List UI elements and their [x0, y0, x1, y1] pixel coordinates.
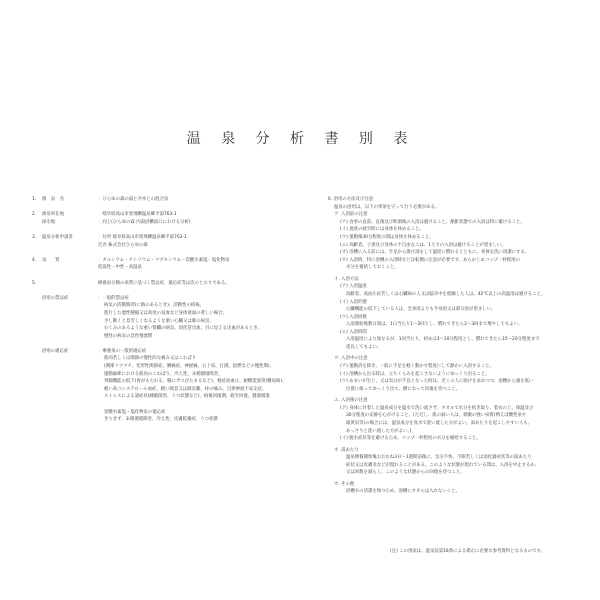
footnote: (注) この別表は、温泉法第18条による掲示に必要な参考資料となるものです。	[390, 549, 545, 554]
usage-line	[328, 234, 594, 242]
usage-line-text: 延長してもよい。	[346, 345, 382, 351]
contraindication-line	[32, 325, 310, 333]
usage-line-text: (エ) 高齢者、子供及び身体の不自由な人は、1人での入浴は避けることが望ましい。	[340, 242, 506, 248]
usage-section-heading	[328, 447, 594, 455]
usage-line	[328, 378, 594, 386]
spec-label: 源泉所在地	[42, 212, 64, 218]
usage-section-heading-text: カ. その他	[334, 481, 355, 487]
indication-line	[32, 371, 310, 379]
usage-intro	[328, 204, 594, 212]
usage-section-heading	[328, 481, 594, 489]
usage-line-text: (ウ) めまいが生じ、又は気分が不良となった時は、近くの人に助けを求めつつ、浴槽から頭を低い	[340, 379, 534, 385]
specific-indication-line	[32, 416, 310, 424]
spec-row	[32, 264, 310, 272]
usage-section-heading-text: イ. 入浴方法	[334, 276, 359, 282]
usage-line-text: あっさりと洗い流した方がよい。)	[346, 428, 412, 434]
usage-line-text: (ウ) 入浴回数	[340, 314, 367, 320]
usage-line	[328, 412, 594, 420]
spec-label: 源 泉 名	[42, 197, 64, 202]
usage-line	[328, 371, 594, 379]
usage-line-text: (ア) 身体に付着した温泉成分を温水で洗い流さず、タオルで水分を拭き取り、着衣の上、保温及び	[340, 405, 534, 411]
specific-indication-text: きりきず、末梢循環障害、冷え性、皮膚乾燥症、うつ状態	[104, 417, 218, 423]
usage-line-text: (エ) 入浴時間	[340, 329, 367, 335]
contraindication-text: 病気の活動期(特に熱のあるとき)、活動性の結核、	[104, 303, 205, 309]
usage-section-heading	[328, 355, 594, 363]
spec-value: ：カルシウム・ナトリウム・マグネシウム－炭酸水素塩・塩化物泉	[98, 257, 230, 263]
spec-row	[32, 211, 310, 219]
spec-label: 温泉分析申請者	[42, 234, 73, 240]
spec-value: ：同上(ひらゆの森 内湯浴槽湯口における分析)	[98, 219, 191, 225]
usage-line-text: 水分を補給しておくこと。	[346, 265, 399, 271]
usage-line	[328, 405, 594, 413]
usage-line-text: 入浴開始後数日間は、1日当たり1～2回とし、慣れてきたら2～3回まで増やしてもよい。	[346, 322, 523, 328]
usage-intro-text: 温泉の浴用は、以下の事項を守って行う必要がある。	[334, 204, 440, 210]
usage-line	[328, 454, 594, 462]
usage-line	[328, 462, 594, 470]
spec-number: 5.	[32, 280, 37, 286]
contraindication-text: むくみのあるような重い腎臓の病気、消化管出血、目に見える出血があるとき、	[104, 326, 262, 332]
usage-section-heading	[328, 276, 594, 284]
usage-line	[328, 299, 594, 307]
spec-row	[32, 280, 310, 288]
usage-heading-text: 6. 浴用の方法及び注意	[328, 197, 374, 202]
usage-line-text: 心臓機能の低下している人は、全身浴よりも半身浴又は部分浴が望ましい。	[346, 307, 496, 313]
contraindication-text: 慢性の病気の急性増悪期	[104, 333, 153, 339]
spec-row	[32, 219, 310, 227]
indication-text: 軽い高コレステロール血症、軽い喘息又は肺気腫、痔の痛み、自律神経不安定症、	[104, 386, 267, 392]
right-column	[328, 196, 594, 500]
usage-line	[328, 488, 594, 496]
indication-text: 胃腸機能の低下(胃がもたれる、腸にガスがたまるなど)、軽症高血圧、耐糖能異常(糖尿病)、	[104, 379, 287, 385]
usage-section-heading	[328, 211, 594, 219]
spec-value: ：ひらゆの森の湯と共木との混合泉	[98, 197, 169, 202]
contraindication-text: 少し動くと息苦しくなるような重い心臓又は肺の病気、	[104, 318, 214, 324]
indication-line	[32, 355, 310, 363]
indication-line	[32, 386, 310, 394]
indication-line	[32, 348, 310, 356]
usage-line	[328, 386, 594, 394]
usage-line	[328, 242, 594, 250]
spec-value: ：住所 岐阜県高山市奥飛騨温泉郷平湯763-1	[98, 234, 187, 240]
usage-line	[328, 329, 594, 337]
spec-number: 1.	[32, 197, 37, 202]
spec-value: 療養泉分類の泉質に基づく禁忌症、適応症等は次のとおりである。	[98, 280, 230, 286]
spec-row	[32, 242, 310, 250]
usage-line-text: (ア) 食事の直前、直後及び飲酒後の入浴は避けること。酩酊状態での入浴は特に避けること。	[340, 219, 525, 225]
contraindication-line	[32, 295, 310, 303]
usage-line-text: (イ) 浴槽から出る時は、立ちくらみを起こさないようにゆっくり出ること。	[340, 371, 490, 377]
indication-text: 筋肉若しくは関節の慢性的な痛み又はこわばり	[104, 356, 197, 362]
usage-line-text: (ア) 運動浴を除き、一般に手足を軽く動かす程度にして静かに入浴すること。	[340, 364, 494, 370]
usage-line	[328, 469, 594, 477]
usage-line	[328, 336, 594, 344]
usage-line	[328, 314, 594, 322]
indication-line	[32, 393, 310, 401]
usage-line-text: 硫黄泉等)の場合には、温泉成分を真水で洗い流した方がよい。湯あたりを起こしやすい人も、	[346, 421, 533, 427]
usage-line-text: (カ) 入浴時、特に浴槽の入浴時などは転倒に注意が必要です。あらかじめコップ一杯程度の	[340, 257, 521, 263]
usage-line	[328, 283, 594, 291]
spec-label: 採水地	[42, 219, 56, 225]
contraindication-line	[32, 318, 310, 326]
usage-line	[328, 257, 594, 265]
usage-line-text: (イ) 脱水症状等を避けるため、コップ一杯程度の水分を補給すること。	[340, 436, 481, 442]
contraindication-text: ：一般的禁忌症	[98, 295, 129, 301]
indication-label: 浴用の適応症	[42, 348, 69, 354]
usage-heading	[328, 196, 594, 204]
indication-text: ：療養泉の一般的適応症	[98, 348, 147, 354]
spec-value: 氏名 株式会社ひらゆの森	[98, 242, 148, 248]
usage-line-text: (ウ) 運動後30分程度の間は身体を休めること。	[340, 234, 434, 240]
contraindication-line	[32, 333, 310, 341]
usage-line-text: 浴槽水の清潔を保つため、浴槽にタオルは入れないこと。	[346, 489, 460, 495]
usage-line	[328, 428, 594, 436]
usage-line-text: 入浴温度により異なるが、1回当たり、初めは3～10分程度とし、慣れてきたら15～20分程度まで	[346, 337, 540, 343]
usage-line-text: 高齢者、高血圧症若しくは心臓病の人又は脳卒中を経験した人は、42℃以上の高温浴は避けること。	[346, 291, 546, 297]
usage-line	[328, 226, 594, 234]
spec-row	[32, 257, 310, 265]
usage-section-heading-text: エ. 入浴後の注意	[334, 398, 368, 404]
usage-line-text: 30分程度の安静を心がけること。(ただし、肌の弱い人は、刺激の強い泉質(例えば酸性泉や	[346, 413, 527, 419]
usage-line-text: 又は回数を減らし、このような状態からの回復を待つこと。	[346, 470, 465, 476]
usage-line	[328, 420, 594, 428]
spec-row	[32, 196, 310, 204]
usage-line-text: (イ) 過度の疲労時には身体を休めること。	[340, 227, 424, 233]
usage-section-heading	[328, 397, 594, 405]
indication-line	[32, 363, 310, 371]
usage-line-text: (ア) 入浴温度	[340, 284, 367, 290]
spec-value: 低張性－中性－高温泉	[98, 265, 142, 271]
document-sheet	[14, 56, 588, 576]
contraindication-line	[32, 310, 310, 318]
usage-line	[328, 321, 594, 329]
spec-label: 泉 質	[42, 257, 60, 263]
spec-number: 4.	[32, 257, 37, 263]
usage-line-text: 位置に保ってゆっくり出て、横になって回復を待つこと。	[346, 386, 461, 392]
spec-value: ：岐阜県高山市奥飛騨温泉郷平湯763-1	[98, 212, 177, 218]
contraindication-text: 進行した悪性腫瘍又は高度の貧血など身体衰弱の著しい場合、	[104, 310, 227, 316]
usage-line-text: (イ) 入浴形態	[340, 299, 367, 305]
usage-section-heading-text: ウ. 入浴中の注意	[334, 356, 368, 362]
usage-line	[328, 249, 594, 257]
contraindication-line	[32, 302, 310, 310]
usage-line	[328, 219, 594, 227]
indication-line	[32, 378, 310, 386]
indication-text: ストレスによる諸症状(睡眠障害、うつ状態など)、病後回復期、疲労回復、健康増進	[104, 394, 270, 400]
usage-line-text: 症状又は皮膚炎などが現れることがある。このような状態が現れている間は、入浴を中止するか、	[346, 462, 540, 468]
specific-indication-text: 炭酸水素塩・塩化物泉の適応症	[104, 409, 166, 415]
spec-number: 2.	[32, 212, 37, 218]
specific-indication-line	[32, 409, 310, 417]
document-title: 温 泉 分 析 書 別 表	[186, 131, 416, 147]
left-column	[32, 196, 310, 424]
usage-line	[328, 291, 594, 299]
spec-row	[32, 234, 310, 242]
usage-section-heading-text: オ. 湯あたり	[334, 447, 359, 453]
spec-number: 3.	[32, 234, 37, 240]
usage-line	[328, 363, 594, 371]
usage-line-text: (オ) 浴槽に入る前には、手足から掛け湯をして温度に慣れるとともに、身体を洗い清潔にする。	[340, 250, 530, 256]
usage-section-heading-text: ア. 入浴前の注意	[334, 212, 368, 218]
usage-line-text: 温泉療養開始後おおむね3日～1週間前後に、気分不快、不眠若しくは消化器症状等の湯あたり	[346, 455, 532, 461]
usage-line	[328, 264, 594, 272]
contraindication-label: 浴用の禁忌症	[42, 295, 69, 301]
usage-line	[328, 306, 594, 314]
indication-text: 運動麻痺における筋肉のこわばり、冷え性、末梢循環障害、	[104, 371, 223, 377]
usage-line	[328, 435, 594, 443]
usage-line	[328, 344, 594, 352]
indication-text: (関節リウマチ、変形性関節症、腰痛症、神経痛、五十肩、打撲、捻挫などの慢性期)、	[104, 364, 274, 370]
